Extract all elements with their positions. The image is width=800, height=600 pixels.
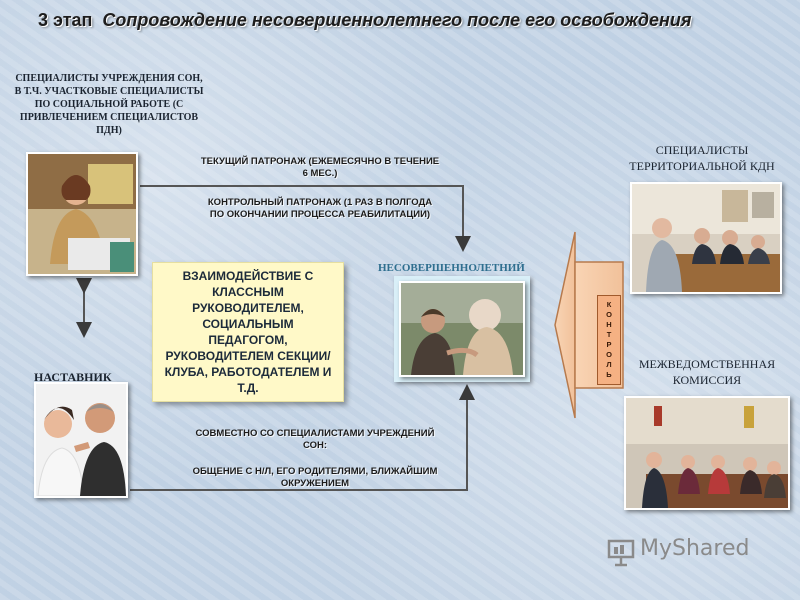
mentor-photo bbox=[34, 382, 128, 498]
kdn-label: СПЕЦИАЛИСТЫ ТЕРРИТОРИАЛЬНОЙ КДН bbox=[629, 143, 775, 173]
teen-with-adult-image bbox=[401, 283, 523, 375]
mentor-label: НАСТАВНИК bbox=[34, 370, 112, 384]
control-letter: Н bbox=[606, 320, 612, 329]
interaction-box bbox=[152, 262, 344, 402]
mentor-conversation-image bbox=[36, 384, 126, 496]
current-patronage-text: ТЕКУЩИЙ ПАТРОНАЖ (ЕЖЕМЕСЯЧНО В ТЕЧЕНИЕ 6 МЕС.) bbox=[200, 156, 440, 179]
minor-photo bbox=[399, 281, 525, 377]
control-letter: Т bbox=[606, 330, 612, 339]
minor-label: НЕСОВЕРШЕННОЛЕТНИЙ bbox=[378, 262, 525, 274]
control-letter: Л bbox=[606, 360, 612, 369]
specialists-photo bbox=[26, 152, 138, 276]
commission-photo bbox=[624, 396, 790, 510]
interaction-text: ВЗАИМОДЕЙСТВИЕ С КЛАССНЫМ РУКОВОДИТЕЛЕМ, СОЦИАЛЬНЫМ ПЕДАГОГОМ, РУКОВОДИТЕЛЕМ СЕКЦИИ/ КЛУБА, РАБОТОДАТЕЛЕМ И Т.Д. bbox=[164, 269, 332, 395]
control-letter: О bbox=[606, 310, 612, 319]
commission-meeting-image bbox=[626, 398, 788, 508]
kdn-photo bbox=[630, 182, 782, 294]
commission-label: МЕЖВЕДОМСТВЕННАЯ КОМИССИЯ bbox=[638, 357, 776, 387]
control-letter: Ь bbox=[606, 370, 612, 379]
title-text: Сопровождение несовершеннолетнего после его освобождения bbox=[102, 10, 692, 30]
communication-text: ОБЩЕНИЕ С Н/Л, ЕГО РОДИТЕЛЯМИ, БЛИЖАЙШИМ ОКРУЖЕНИЕМ bbox=[192, 466, 438, 489]
title-stage: 3 этап bbox=[38, 10, 93, 30]
control-patronage-text: КОНТРОЛЬНЫЙ ПАТРОНАЖ (1 РАЗ В ПОЛГОДА ПО ОКОНЧАНИИ ПРОЦЕССА РЕАБИЛИТАЦИИ) bbox=[207, 197, 433, 220]
presentation-board-icon bbox=[606, 538, 636, 568]
meeting-room-image bbox=[632, 184, 780, 292]
control-box bbox=[597, 295, 621, 385]
control-letter: Р bbox=[606, 340, 612, 349]
jointly-text: СОВМЕСТНО СО СПЕЦИАЛИСТАМИ УЧРЕЖДЕНИЙ СОН: bbox=[195, 428, 435, 451]
watermark-text: MyShared bbox=[640, 536, 750, 561]
control-letter: К bbox=[606, 300, 612, 309]
specialists-label: СПЕЦИАЛИСТЫ УЧРЕЖДЕНИЯ СОН, В Т.Ч. УЧАСТКОВЫЕ СПЕЦИАЛИСТЫ ПО СОЦИАЛЬНОЙ РАБОТЕ (С ПРИВЛЕЧЕНИЕМ СПЕЦИАЛИСТОВ ПДН) bbox=[14, 73, 204, 136]
control-chevron bbox=[555, 232, 575, 418]
minor-photo-frame bbox=[394, 276, 530, 382]
control-letter: О bbox=[606, 350, 612, 359]
woman-at-desk-image bbox=[28, 154, 136, 274]
